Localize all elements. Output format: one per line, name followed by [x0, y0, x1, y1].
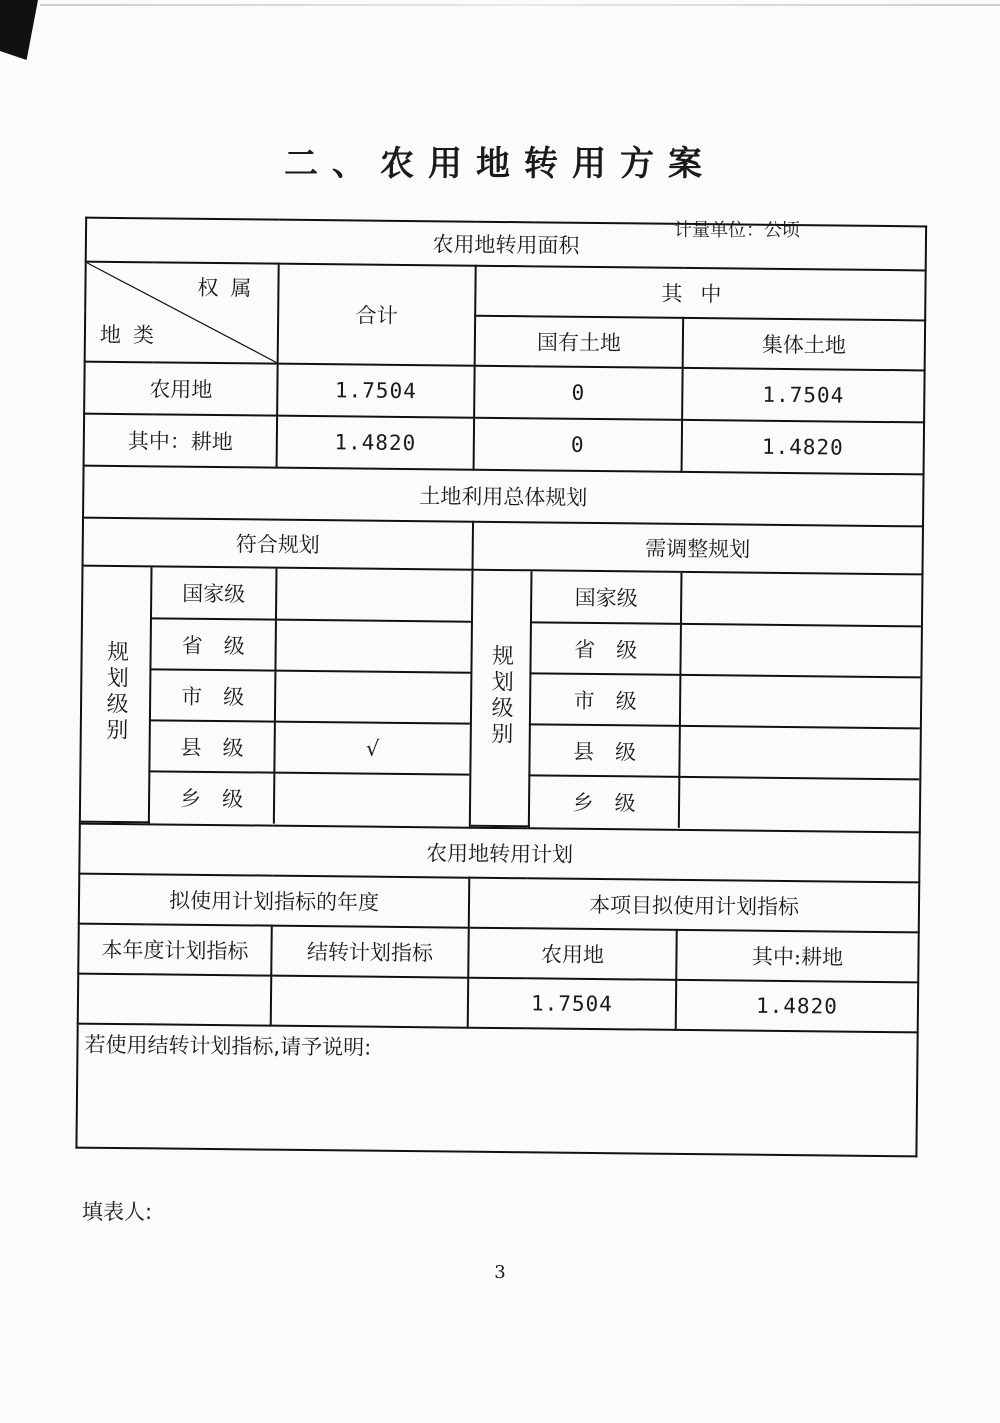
plan-year-header: 拟使用计划指标的年度: [79, 874, 470, 928]
diagonal-header-cell: [85, 262, 279, 364]
adjust-mark-county: [679, 726, 920, 780]
adjust-level-label: 规划级别: [487, 643, 514, 748]
adjust-level-national: 国家级: [531, 571, 682, 624]
conform-level-label: 规划级别: [102, 639, 129, 744]
conform-mark-township: [274, 773, 470, 826]
section3-heading: 农用地转用计划: [79, 824, 920, 883]
adjust-level-municipal: 市 级: [530, 673, 681, 726]
collective-land-header: 集体土地: [683, 318, 926, 371]
conversion-form-table: [75, 217, 927, 1158]
carryover-note-cell: [76, 1024, 917, 1157]
conform-mark-county: √: [274, 722, 470, 775]
scan-edge-line: [40, 4, 1000, 6]
cultivated-total-value: 1.4820: [277, 416, 475, 470]
page-number: 3: [494, 1262, 506, 1283]
farmland-state-value: 0: [474, 366, 683, 420]
conform-level-county: 县 级: [149, 720, 275, 772]
scan-corner-mark: [0, 0, 38, 60]
adjust-mark-provincial: [680, 624, 921, 678]
unit-label: 计量单位：公顷: [674, 220, 800, 241]
page-title: 二、农用地转用方案: [284, 144, 716, 184]
plan-farmland-header: 农用地: [468, 928, 677, 980]
conform-level-municipal: 市 级: [150, 669, 276, 721]
land-type-label: 地类: [99, 322, 167, 348]
conform-level-label-cell: [81, 567, 152, 823]
row-label-farmland: 农用地: [84, 362, 278, 416]
section2-heading: 土地利用总体规划: [83, 466, 924, 527]
carryover-value: [271, 976, 469, 1028]
adjust-plan-header: 需调整规划: [473, 522, 924, 575]
row-label-cultivated: 其中：耕地: [84, 414, 278, 468]
farmland-total-value: 1.7504: [277, 364, 475, 418]
adjust-levels-table: [471, 571, 922, 832]
ownership-label: 权属: [197, 275, 264, 301]
plan-cultivated-value: 1.4820: [676, 980, 919, 1033]
section1-heading: 农用地转用面积: [86, 218, 926, 271]
of-which-header: 其中: [475, 266, 926, 321]
adjust-plan-block: [470, 570, 923, 833]
state-land-header: 国有土地: [475, 316, 684, 368]
cultivated-collective-value: 1.4820: [682, 420, 925, 475]
adjust-level-township: 乡 级: [529, 775, 680, 828]
carryover-header: 结转计划指标: [271, 926, 469, 978]
adjust-mark-national: [681, 573, 922, 627]
adjust-level-county: 县 级: [529, 724, 680, 777]
conform-level-township: 乡 级: [149, 771, 275, 823]
filler-label: 填表人:: [82, 1200, 153, 1224]
conform-level-provincial: 省 级: [150, 618, 276, 670]
project-plan-header: 本项目拟使用计划指标: [469, 878, 920, 933]
conform-levels-table: [81, 567, 472, 827]
total-header: 合计: [278, 264, 476, 366]
cultivated-state-value: 0: [474, 418, 683, 472]
farmland-collective-value: 1.7504: [682, 368, 925, 423]
adjust-level-label-cell: [471, 571, 532, 827]
conform-mark-municipal: [275, 671, 471, 724]
carryover-note-label: 若使用结转计划指标,请予说明:: [84, 1032, 372, 1060]
plan-cultivated-header: 其中:耕地: [676, 930, 919, 983]
current-year-value: [78, 974, 272, 1026]
adjust-mark-township: [679, 777, 920, 831]
conform-plan-header: 符合规划: [83, 518, 473, 570]
plan-farmland-value: 1.7504: [468, 978, 677, 1030]
adjust-mark-municipal: [680, 675, 921, 729]
current-year-header: 本年度计划指标: [78, 924, 272, 976]
conform-plan-block: [80, 566, 473, 828]
form-sheet: [75, 217, 925, 1212]
adjust-level-provincial: 省 级: [530, 622, 681, 675]
conform-level-national: 国家级: [151, 567, 277, 619]
conform-mark-provincial: [275, 620, 471, 673]
conform-mark-national: [276, 569, 472, 622]
